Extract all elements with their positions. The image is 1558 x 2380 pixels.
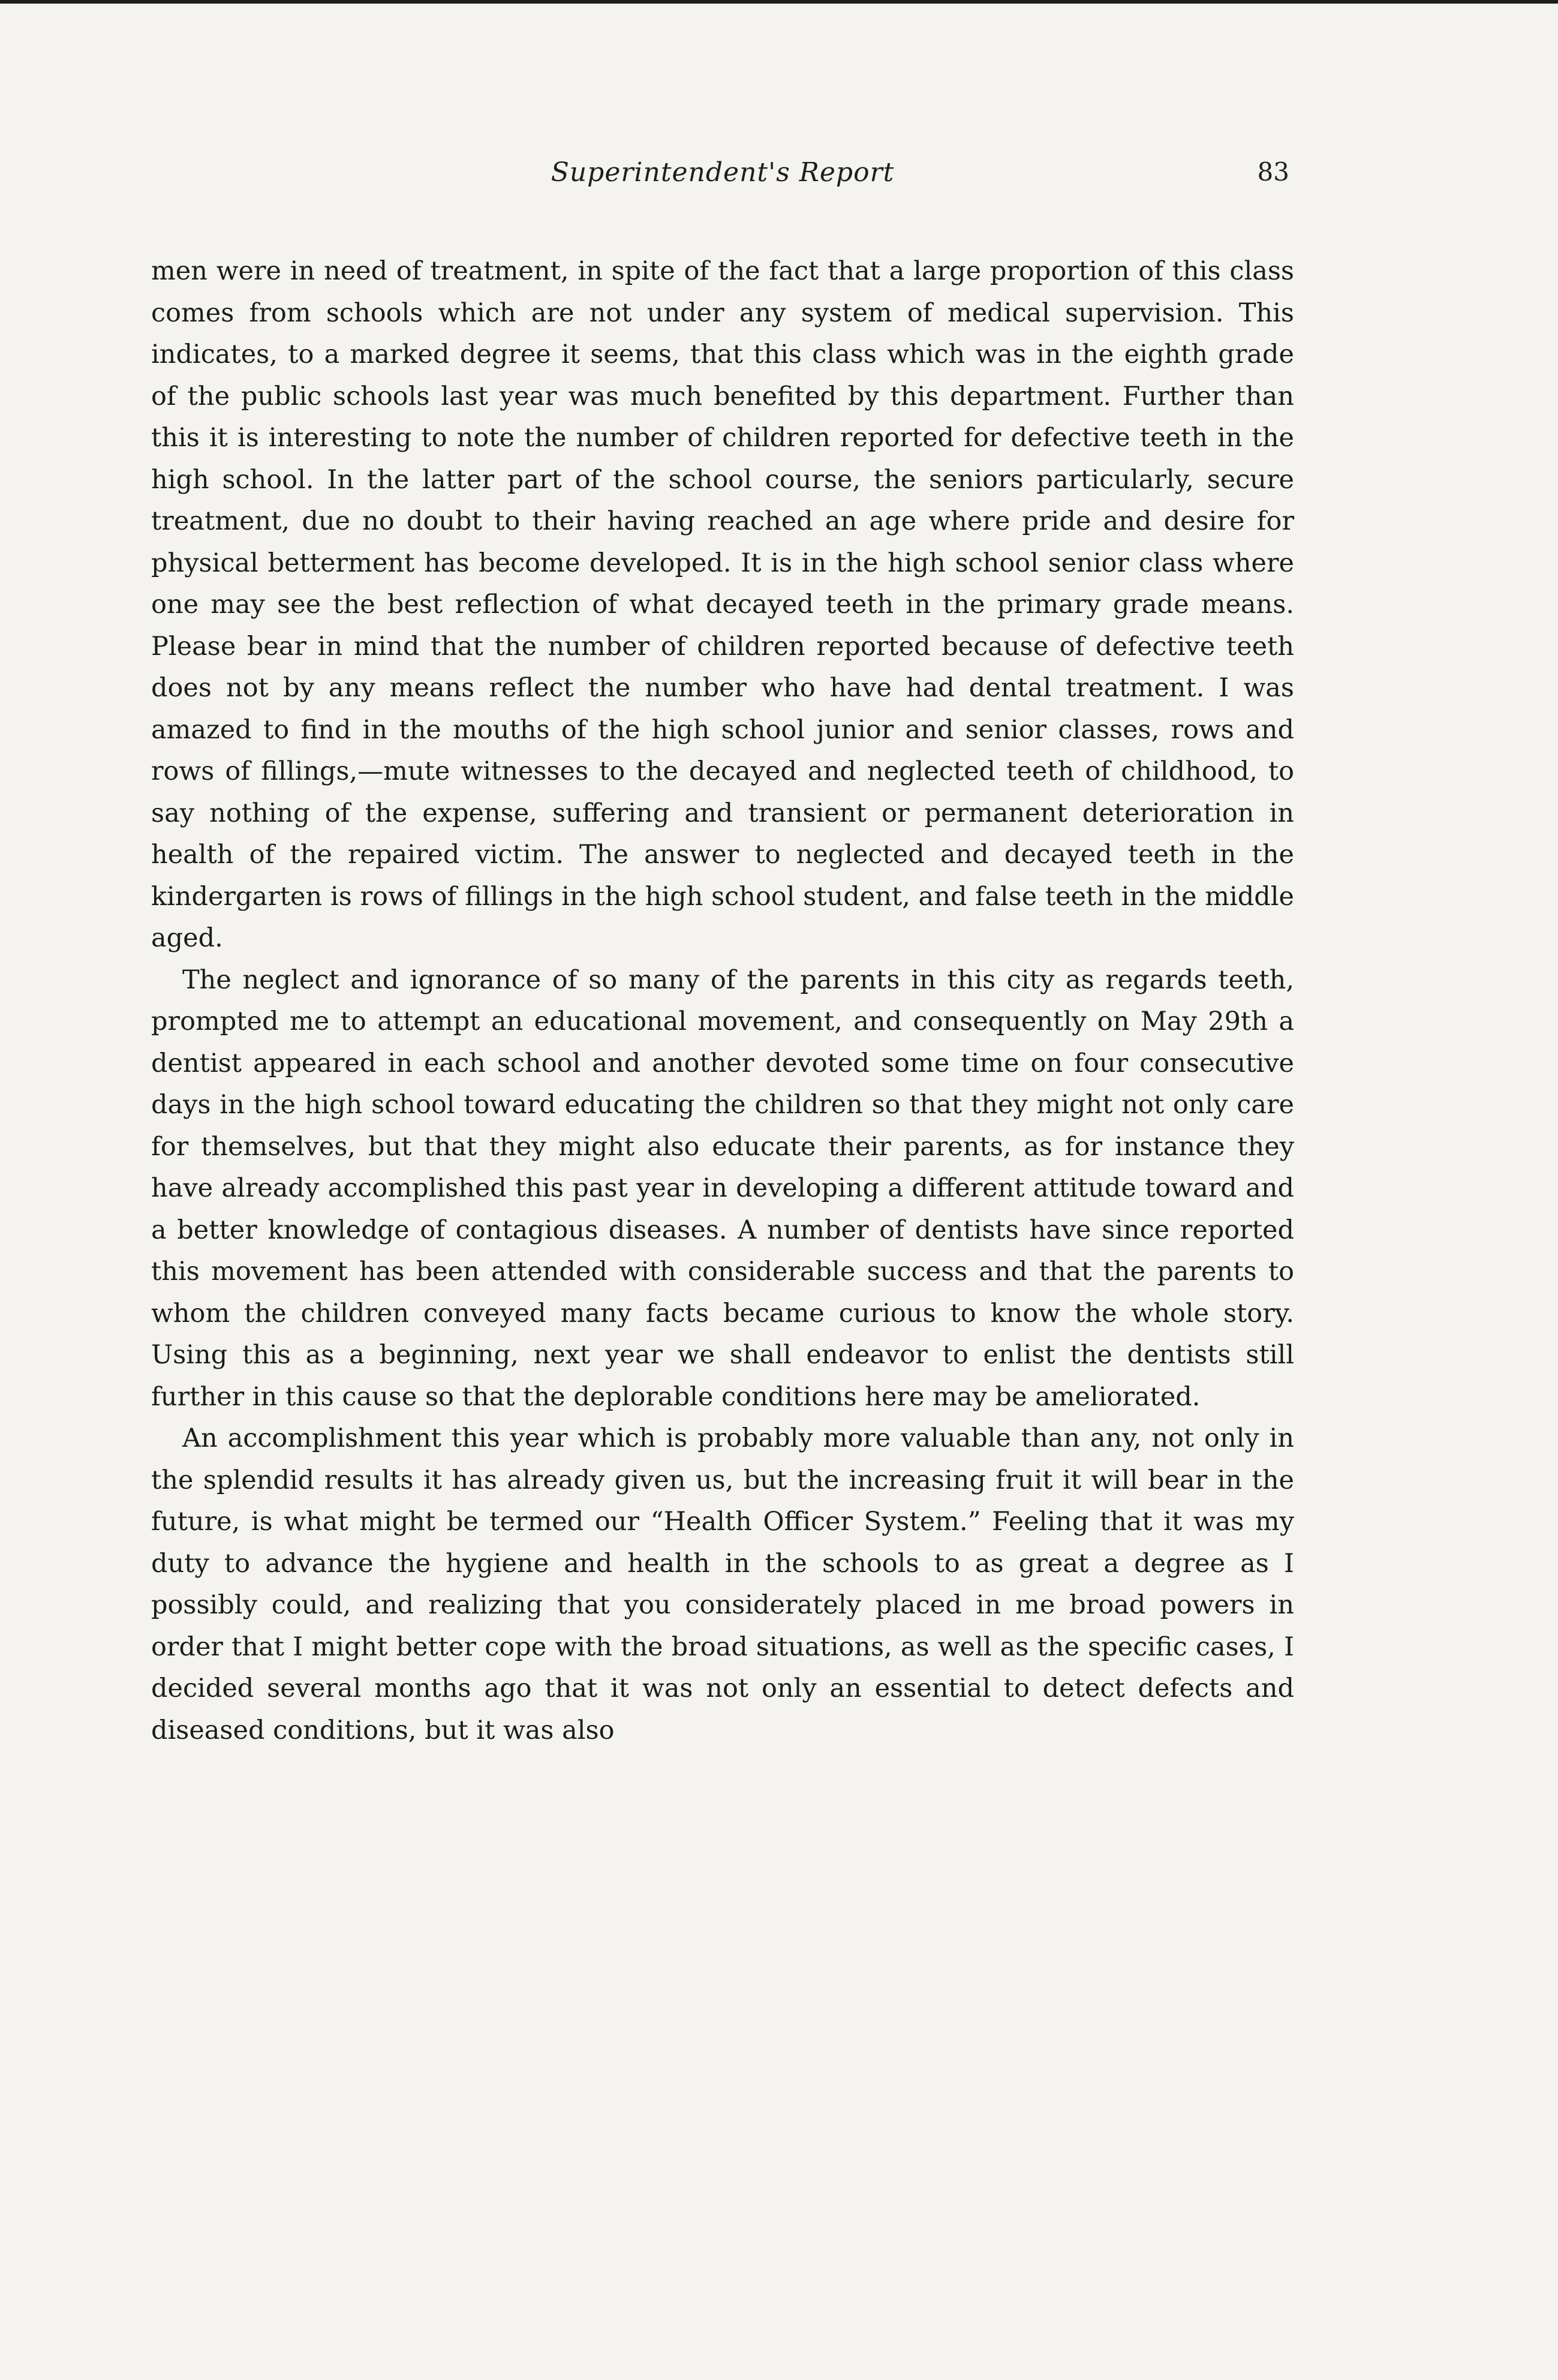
paragraph-continued: men were in need of treatment, in spite of the fact that a large proportion of this class comes from schools which are not under any system of medical supervision. This indicates, to a marked degree it seems, that this class which was in the eighth grade of the public schools last year was much benefited by this department. Further than this it is interesting to note the number of children reported for defective teeth in the high school. In the latter part of the school course, the seniors particularly, secure treatment, due no doubt to their having reached an age where pride and desire for physical betterment has become developed. It is in the high school senior class where one may see the best reflection of what decayed teeth in the primary grade means. Please bear in mind that the number of children reported because of defective teeth does not by any means reflect the number who have had dental treatment. I was amazed to find in the mouths of the high school junior and senior classes, rows and rows of fillings,—mute witnesses to the decayed and neglected teeth of childhood, to say nothing of the expense, suffering and transient or permanent deterioration in health of the repaired victim. The answer to neglected and decayed teeth in the kindergarten is rows of fillings in the high school student, and false teeth in the middle aged. xyxy=(151,256,1294,953)
page-top-edge xyxy=(0,0,1558,4)
running-header xyxy=(151,157,1294,199)
paragraph-health-officer-system: An accomplishment this year which is probably more valuable than any, not only in the splendid results it has already given us, but the increasing fruit it will bear in the future, is what might be termed our “Health Officer System.” Feeling that it was my duty to advance the hygiene and health in the schools to as great a degree as I possibly could, and realizing that you considerately placed in me broad powers in order that I might better cope with the broad situations, as well as the specific cases, I decided several months ago that it was not only an essential to detect defects and diseased conditions, but it was also xyxy=(151,1423,1294,1745)
running-title: Superintendent's Report xyxy=(551,157,895,188)
paragraph-dental-education: The neglect and ignorance of so many of the parents in this city as regards teeth, prompted me to attempt an educational movement, and consequently on May 29th a dentist appeared in each school and another devoted some time on four consecutive days in the high school toward educating the children so that they might not only care for themselves, but that they might also educate their parents, as for instance they have already accomplished this past year in developing a different attitude toward and a better knowledge of contagious diseases. A number of dentists have since reported this movement has been attended with considerable success and that the parents to whom the children conveyed many facts became curious to know the whole story. Using this as a beginning, next year we shall endeavor to enlist the dentists still further in this cause so that the deplorable conditions here may be ameliorated. xyxy=(151,964,1294,1412)
page-number: 83 xyxy=(1257,157,1289,187)
body-text xyxy=(151,251,1294,1751)
